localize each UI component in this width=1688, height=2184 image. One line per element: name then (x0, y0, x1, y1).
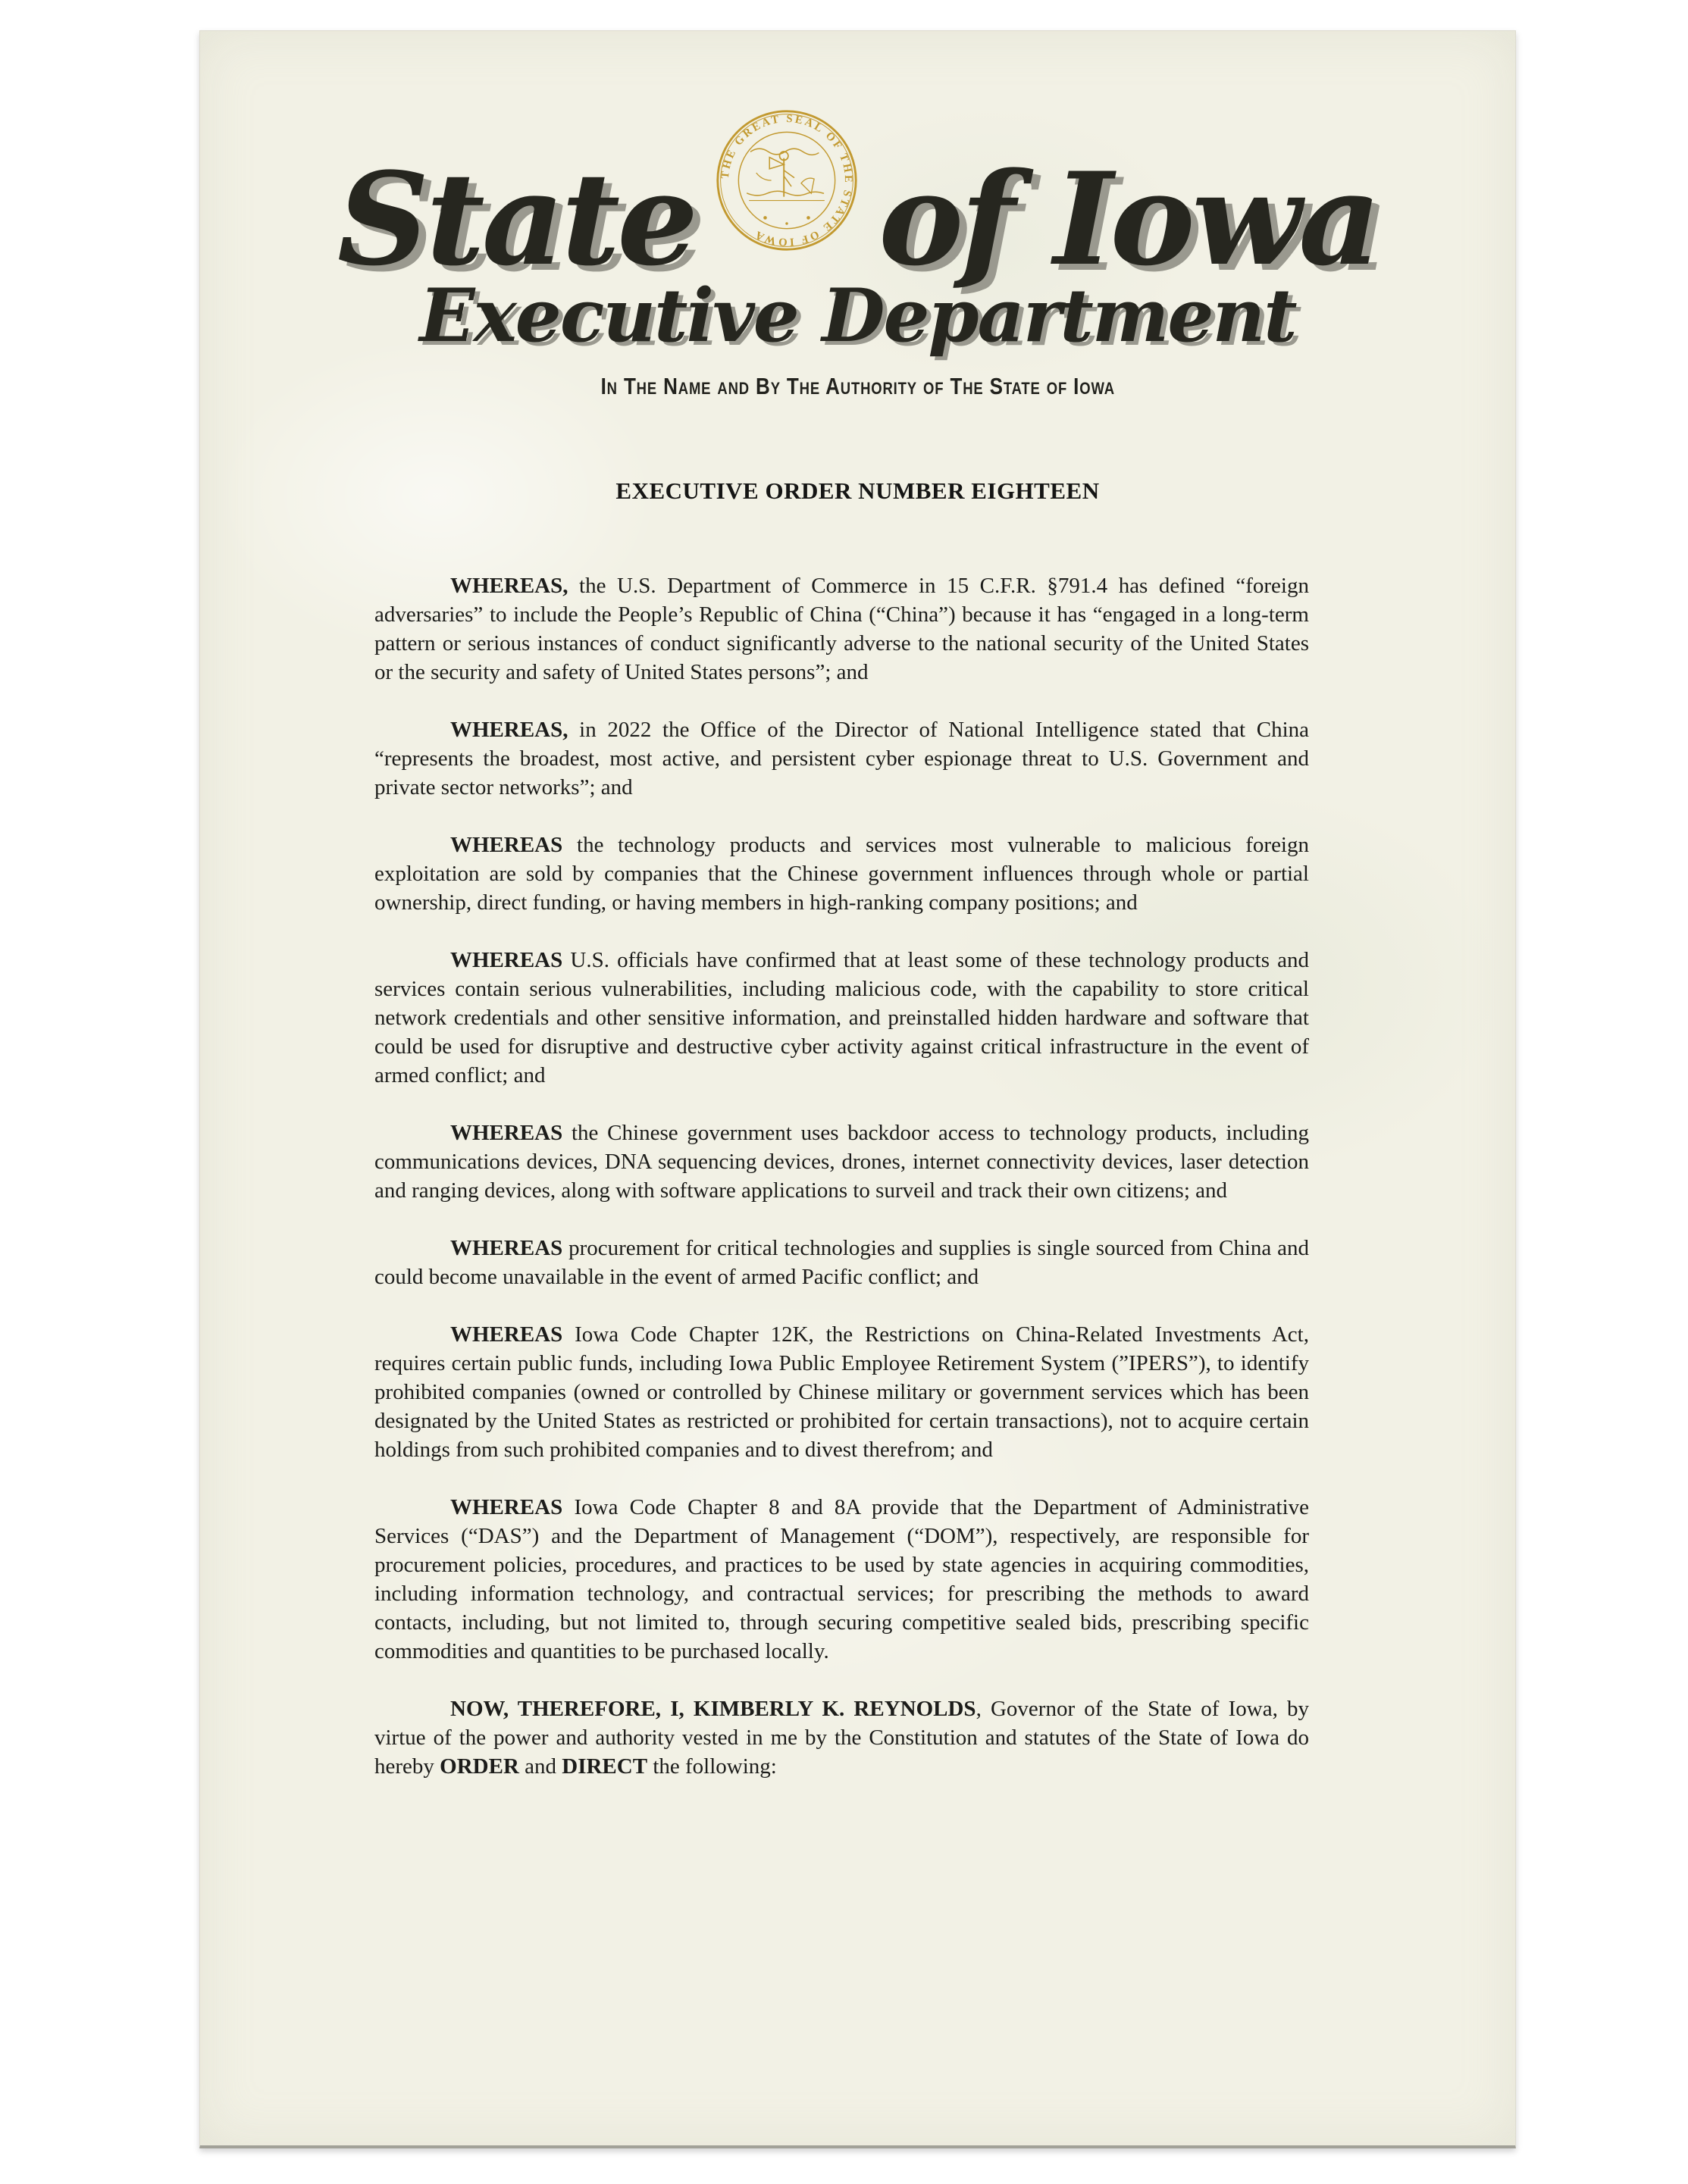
order-paragraph: WHEREAS the technology products and services most vulnerable to malicious foreign exploitation are sold by companies that the Chinese government influences through whole or partial ownership, direct funding, or having members in high-ranking company positions; and (374, 832, 1309, 915)
order-paragraph: WHEREAS Iowa Code Chapter 8 and 8A provide that the Department of Administrative Services (“DAS”) and the Department of Management (“DOM”), respectively, are responsible for procurement policies, procedures, and practices to be used by state agencies in acquiring commodities, including information technology, and contractual services; for prescribing the methods to award contacts, including, but not limited to, through securing competitive sealed bids, prescribing specific commodities and quantities to be purchased locally. (374, 1494, 1309, 1663)
seal-star-ornaments (763, 216, 810, 225)
masthead-word-of-iowa: of Iowa (878, 143, 1379, 294)
masthead-department-title: Executive Department (419, 273, 1296, 358)
order-paragraph: WHEREAS the Chinese government uses backdoor access to technology products, including communications devices, DNA sequencing devices, drones, internet connectivity devices, laser detection and ranging devices, along with software applications to surveil and track their own citizens; and (374, 1120, 1309, 1203)
iowa-state-seal-icon (715, 108, 859, 256)
order-paragraph: WHEREAS, in 2022 the Office of the Director of National Intelligence stated that China “represents the broadest, most active, and persistent cyber espionage threat to U.S. Government and private sector networks”; and (374, 717, 1309, 799)
order-paragraph: WHEREAS U.S. officials have confirmed that at least some of these technology products and services contain serious vulnerabilities, including malicious code, with the capability to store critical network credentials and other sensitive information, and preinstalled hidden hardware and software that could be used for disruptive and destructive cyber activity against critical infrastructure in the event of armed conflict; and (374, 947, 1309, 1087)
order-paragraph: WHEREAS procurement for critical technologies and supplies is single sourced from China and could become unavailable in the event of armed Pacific conflict; and (374, 1235, 1309, 1289)
masthead-word-state: State (337, 143, 696, 294)
order-title: EXECUTIVE ORDER NUMBER EIGHTEEN (615, 477, 1100, 504)
order-paragraph: WHEREAS, the U.S. Department of Commerce in 15 C.F.R. §791.4 has defined “foreign adversaries” to include the People’s Republic of China (“China”) because it has “engaged in a long-term pattern or serious instances of conduct significantly adverse to the national security of the United States or the security and safety of United States persons”; and (374, 573, 1309, 684)
seal-center-motif (747, 149, 825, 200)
authority-line: In The Name and By The Authority of The State of Iowa (600, 372, 1115, 399)
order-paragraph: NOW, THEREFORE, I, KIMBERLY K. REYNOLDS, Governor of the State of Iowa, by virtue of the power and authority vested in me by the Constitution and statutes of the State of Iowa do hereby ORDER and DIRECT the following: (374, 1696, 1309, 1779)
order-body (200, 571, 1515, 1781)
order-paragraph: WHEREAS Iowa Code Chapter 12K, the Restrictions on China-Related Investments Act, requires certain public funds, including Iowa Public Employee Retirement System (”IPERS”), to identify prohibited companies (owned or controlled by Chinese military or government services which has been designated by the United States as restricted or prohibited for certain transactions), not to acquire certain holdings from such prohibited companies and to divest therefrom; and (374, 1322, 1309, 1462)
scanned-page (199, 30, 1516, 2148)
masthead (200, 31, 1515, 293)
authority-line-wrap (200, 373, 1515, 400)
seal-rim-label: THE GREAT SEAL OF THE STATE OF IOWA (719, 112, 855, 249)
